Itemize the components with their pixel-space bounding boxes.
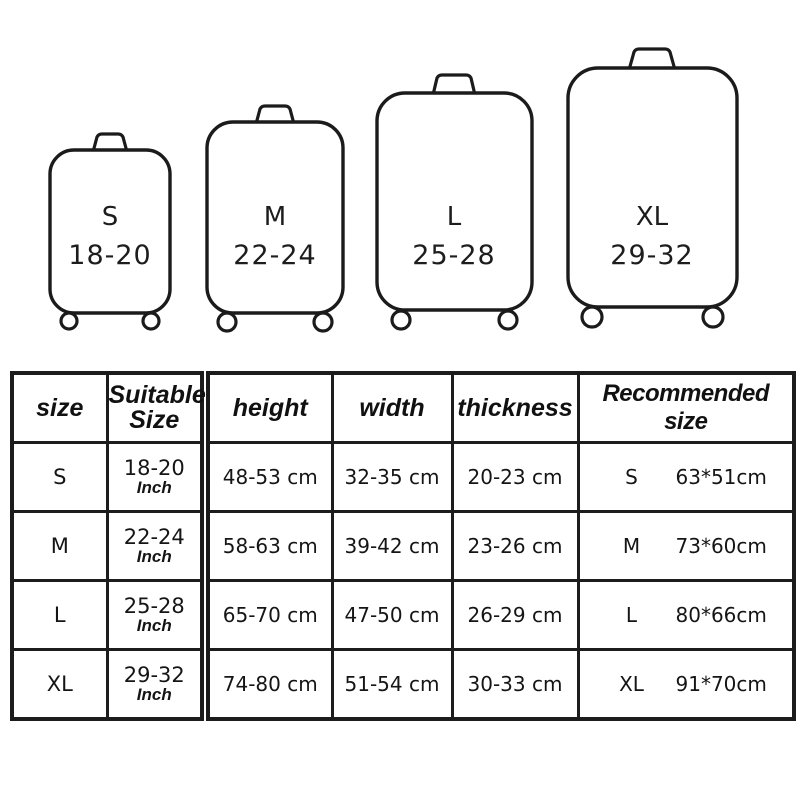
suitcase-wheel-icon bbox=[499, 311, 517, 329]
table-cell bbox=[578, 581, 794, 650]
suitcase-l-icon bbox=[365, 71, 544, 332]
recommended-size-value: 73*60cm bbox=[675, 534, 767, 558]
table-cell: 25-28 Inch bbox=[107, 581, 202, 650]
table-header-row bbox=[12, 373, 202, 443]
column-header-width: width bbox=[332, 373, 452, 443]
table-cell: 65-70 cm bbox=[208, 581, 332, 650]
suitcase-wheel-icon bbox=[392, 311, 410, 329]
table-row bbox=[208, 443, 794, 512]
table-row bbox=[208, 650, 794, 720]
table-cell bbox=[578, 650, 794, 720]
table-row bbox=[12, 512, 202, 581]
suitcase-xl-icon bbox=[556, 46, 749, 329]
table-row bbox=[12, 650, 202, 720]
table-cell bbox=[578, 443, 794, 512]
suitcase-m bbox=[195, 100, 355, 335]
table-row bbox=[208, 581, 794, 650]
table-cell: 51-54 cm bbox=[332, 650, 452, 720]
suitcase-wheel-icon bbox=[582, 307, 602, 327]
suitcase-s bbox=[38, 128, 182, 335]
table-cell: 48-53 cm bbox=[208, 443, 332, 512]
column-header-suitable-size: Suitable Size bbox=[107, 373, 202, 443]
table-cell: 32-35 cm bbox=[332, 443, 452, 512]
table-cell bbox=[578, 512, 794, 581]
suitcase-size-label: S bbox=[101, 202, 119, 232]
table-cell: 74-80 cm bbox=[208, 650, 332, 720]
table-cell: 47-50 cm bbox=[332, 581, 452, 650]
size-table bbox=[10, 371, 204, 721]
recommended-size-label: XL bbox=[619, 672, 644, 696]
recommended-size-label: L bbox=[625, 603, 638, 627]
table-cell: 30-33 cm bbox=[452, 650, 578, 720]
table-cell: 39-42 cm bbox=[332, 512, 452, 581]
dimension-table bbox=[206, 371, 796, 721]
suitcase-wheel-icon bbox=[314, 313, 332, 331]
suitcase-xl bbox=[556, 46, 749, 329]
table-cell: 18-20 Inch bbox=[107, 443, 202, 512]
suitcase-range-label: 29-32 bbox=[610, 240, 694, 271]
suitcase-range-label: 22-24 bbox=[233, 240, 317, 271]
table-cell: 20-23 cm bbox=[452, 443, 578, 512]
recommended-size-value: 80*66cm bbox=[675, 603, 767, 627]
table-header-row bbox=[208, 373, 794, 443]
table-cell: 23-26 cm bbox=[452, 512, 578, 581]
table-cell: XL bbox=[12, 650, 107, 720]
suitcase-size-label: XL bbox=[635, 202, 669, 232]
suitcase-size-label: M bbox=[263, 202, 287, 232]
recommended-size-label: M bbox=[622, 534, 641, 558]
suitcase-wheel-icon bbox=[218, 313, 236, 331]
table-cell: M bbox=[12, 512, 107, 581]
suitcase-wheel-icon bbox=[143, 313, 159, 329]
table-cell: 29-32 Inch bbox=[107, 650, 202, 720]
table-cell: 58-63 cm bbox=[208, 512, 332, 581]
table-cell: L bbox=[12, 581, 107, 650]
table-row bbox=[208, 512, 794, 581]
suitcase-wheel-icon bbox=[703, 307, 723, 327]
column-header-height: height bbox=[208, 373, 332, 443]
suitcase-size-label: L bbox=[446, 202, 462, 232]
suitcase-range-label: 18-20 bbox=[68, 240, 152, 271]
recommended-size-label: S bbox=[625, 465, 638, 489]
table-row bbox=[12, 581, 202, 650]
recommended-size-value: 91*70cm bbox=[675, 672, 767, 696]
column-header-recommended-size: Recommended size bbox=[578, 373, 794, 443]
table-cell: 22-24 Inch bbox=[107, 512, 202, 581]
suitcase-range-label: 25-28 bbox=[412, 240, 496, 271]
table-row bbox=[12, 443, 202, 512]
suitcase-l bbox=[365, 71, 544, 332]
recommended-size-value: 63*51cm bbox=[675, 465, 767, 489]
suitcase-body-outline bbox=[568, 68, 737, 307]
table-cell: 26-29 cm bbox=[452, 581, 578, 650]
table-cell: S bbox=[12, 443, 107, 512]
suitcase-m-icon bbox=[195, 100, 355, 335]
suitcase-wheel-icon bbox=[61, 313, 77, 329]
suitcase-s-icon bbox=[38, 128, 182, 335]
column-header-size: size bbox=[12, 373, 107, 443]
column-header-thickness: thickness bbox=[452, 373, 578, 443]
